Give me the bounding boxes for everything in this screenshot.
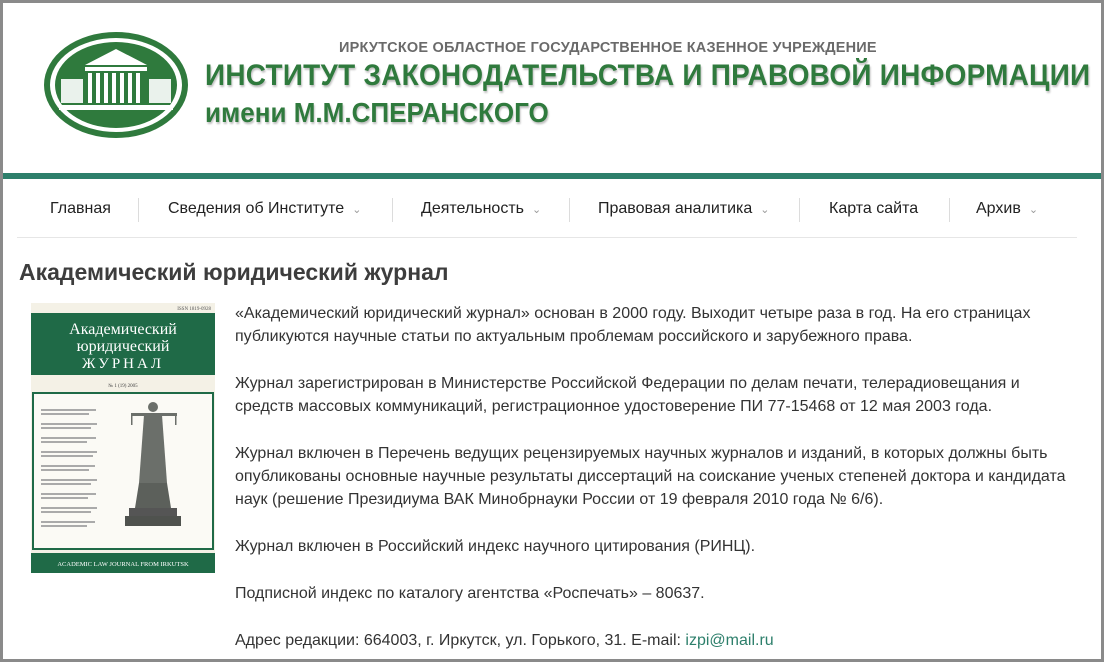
paragraph-address xyxy=(235,629,1080,652)
nav-item-about[interactable] xyxy=(168,200,361,218)
page-title: Академический юридический журнал xyxy=(19,259,449,285)
building-base xyxy=(59,105,173,110)
header-divider xyxy=(3,173,1101,179)
building-right-wing xyxy=(149,79,171,103)
chevron-down-icon: ⌄ xyxy=(531,204,542,216)
cover-title-line: юридический xyxy=(76,338,170,355)
nav-item-activity[interactable] xyxy=(421,200,541,218)
article-body xyxy=(235,302,1080,662)
cover-issue: № 1 (19) 2005 xyxy=(108,384,138,389)
paragraph-founded: «Академический юридический журнал» основан в 2000 году. Выходит четыре раза в год. На его страницах публикуются научные статьи по актуальным проблемам российского и зарубежного права. xyxy=(235,305,1031,345)
nav-separator xyxy=(392,198,393,222)
building-left-wing xyxy=(61,79,83,103)
chevron-down-icon: ⌄ xyxy=(760,204,770,216)
building-column xyxy=(104,73,108,103)
building-column xyxy=(120,73,124,103)
nav-separator xyxy=(569,198,570,222)
nav-item-label: Главная xyxy=(50,200,111,217)
nav-separator xyxy=(799,198,800,222)
nav-item-legal-analytics[interactable] xyxy=(598,200,769,218)
address-text: Адрес редакции: 664003, г. Иркутск, ул. Горького, 31. E-mail: xyxy=(235,632,686,649)
nav-item-label: Карта сайта xyxy=(829,200,919,217)
paragraph-vak-list: Журнал включен в Перечень ведущих рецензируемых научных журналов и изданий, в которых должны быть опубликованы основные научные результаты диссертаций на соискание ученых степеней доктора и кандидата наук (решение Президиума ВАК Минобрнауки России от 19 февраля 2010 года № 6/6). xyxy=(235,445,1066,508)
chevron-down-icon: ⌄ xyxy=(352,204,362,216)
cover-title-line: Академический xyxy=(69,321,177,338)
org-subtitle: имени М.М.СПЕРАНСКОГО xyxy=(205,97,549,128)
journal-cover-image[interactable] xyxy=(31,303,215,573)
paragraph-subscription: Подписной индекс по каталогу агентства «Роспечать» – 80637. xyxy=(235,585,705,602)
main-nav xyxy=(17,183,1077,238)
institute-logo[interactable] xyxy=(41,29,191,141)
cover-footer-text: ACADEMIC LAW JOURNAL FROM IRKUTSK xyxy=(57,561,189,568)
nav-item-label: Сведения об Институте xyxy=(168,200,345,217)
paragraph-rinc: Журнал включен в Российский индекс научного цитирования (РИНЦ). xyxy=(235,538,756,555)
building-column xyxy=(88,73,92,103)
nav-item-label: Деятельность xyxy=(421,200,524,217)
cover-issn: ISSN 1819-0928 xyxy=(177,307,211,312)
nav-item-home[interactable] xyxy=(50,200,111,218)
nav-separator xyxy=(949,198,950,222)
nav-item-archive[interactable] xyxy=(976,200,1038,218)
cover-title-line: ЖУРНАЛ xyxy=(81,356,165,372)
org-type-label: ИРКУТСКОЕ ОБЛАСТНОЕ ГОСУДАРСТВЕННОЕ КАЗЕННОЕ УЧРЕЖДЕНИЕ xyxy=(339,40,877,56)
building-column xyxy=(136,73,140,103)
building-column xyxy=(128,73,132,103)
building-entablature xyxy=(85,67,147,71)
site-header xyxy=(3,3,1101,173)
paragraph-registration: Журнал зарегистрирован в Министерстве Российской Федерации по делам печати, телерадиовещания и средств массовых коммуникаций, регистрационное удостоверение ПИ 77-15468 от 12 мая 2003 года. xyxy=(235,375,1020,415)
nav-item-label: Правовая аналитика xyxy=(598,200,753,217)
nav-item-label: Архив xyxy=(976,200,1021,217)
nav-separator xyxy=(138,198,139,222)
building-column xyxy=(112,73,116,103)
email-link[interactable]: izpi@mail.ru xyxy=(685,632,774,649)
chevron-down-icon: ⌄ xyxy=(1028,204,1039,216)
nav-item-sitemap[interactable] xyxy=(829,200,918,218)
building-column xyxy=(96,73,100,103)
org-title: ИНСТИТУТ ЗАКОНОДАТЕЛЬСТВА И ПРАВОВОЙ ИНФОРМАЦИИ xyxy=(205,59,1091,92)
